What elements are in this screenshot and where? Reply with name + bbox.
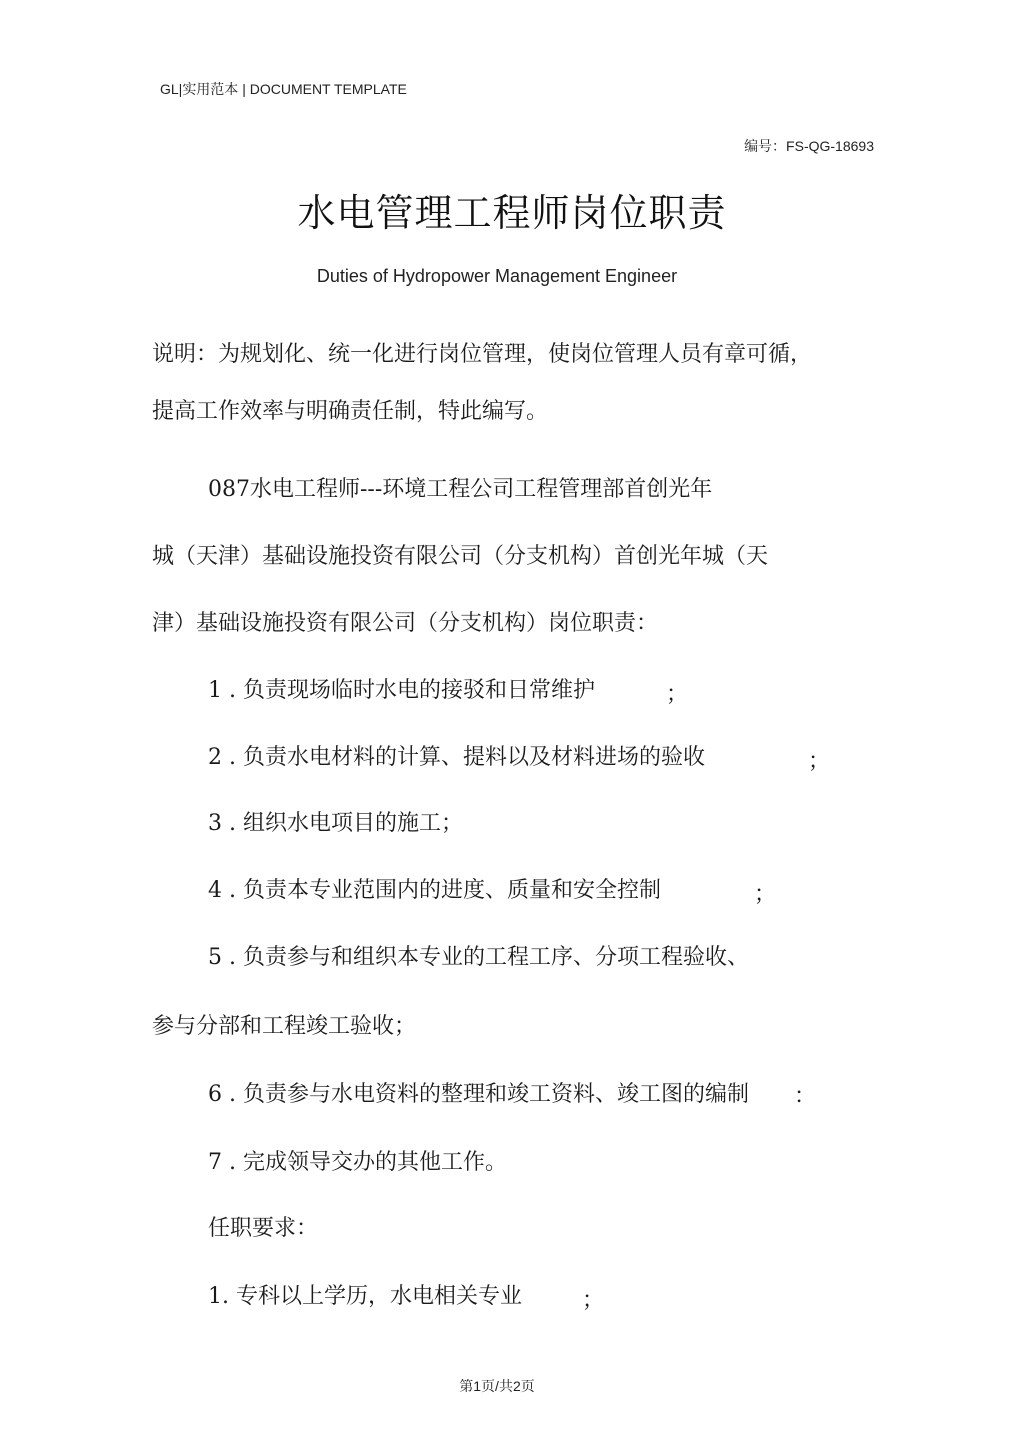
duty-item-4-end: ； bbox=[754, 882, 777, 907]
header-label: GL|实用范本 | DOCUMENT TEMPLATE bbox=[160, 81, 407, 97]
duty-item-3: 3 . 组织水电项目的施工； bbox=[208, 811, 463, 836]
requirements-heading: 任职要求： bbox=[208, 1216, 319, 1241]
intro-line-1: 说明：为规划化、统一化进行岗位管理，使岗位管理人员有章可循， bbox=[152, 342, 813, 367]
position-line-3: 津）基础设施投资有限公司（分支机构）岗位职责： bbox=[152, 611, 659, 636]
page-footer: 第1页/共2页 bbox=[459, 1378, 535, 1394]
document-subtitle: Duties of Hydropower Management Engineer bbox=[316, 266, 678, 286]
duty-item-6-end: ： bbox=[794, 1084, 817, 1109]
duty-item-1: 1 . 负责现场临时水电的接驳和日常维护 bbox=[208, 678, 595, 703]
document-number: 编号：FS-QG-18693 bbox=[744, 138, 874, 154]
duty-item-1-end: ； bbox=[666, 682, 689, 707]
duty-item-7: 7 . 完成领导交办的其他工作。 bbox=[208, 1150, 507, 1175]
requirement-item-1: 1. 专科以上学历，水电相关专业 bbox=[208, 1284, 522, 1309]
duty-item-5: 5 . 负责参与和组织本专业的工程工序、分项工程验收、 bbox=[208, 945, 749, 970]
document-title: 水电管理工程师岗位职责 bbox=[297, 191, 727, 235]
intro-line-2: 提高工作效率与明确责任制，特此编写。 bbox=[152, 399, 549, 424]
duty-item-2: 2 . 负责水电材料的计算、提料以及材料进场的验收 bbox=[208, 745, 705, 770]
position-line-1: 087水电工程师---环境工程公司工程管理部首创光年 bbox=[208, 477, 713, 502]
duty-item-6: 6 . 负责参与水电资料的整理和竣工资料、竣工图的编制 bbox=[208, 1082, 749, 1107]
position-line-2: 城（天津）基础设施投资有限公司（分支机构）首创光年城（天 bbox=[152, 544, 769, 569]
duty-item-5-continued: 参与分部和工程竣工验收； bbox=[152, 1014, 417, 1039]
duty-item-4: 4 . 负责本专业范围内的进度、质量和安全控制 bbox=[208, 878, 661, 903]
duty-item-2-end: ； bbox=[808, 749, 831, 774]
requirement-item-1-end: ； bbox=[582, 1288, 605, 1313]
